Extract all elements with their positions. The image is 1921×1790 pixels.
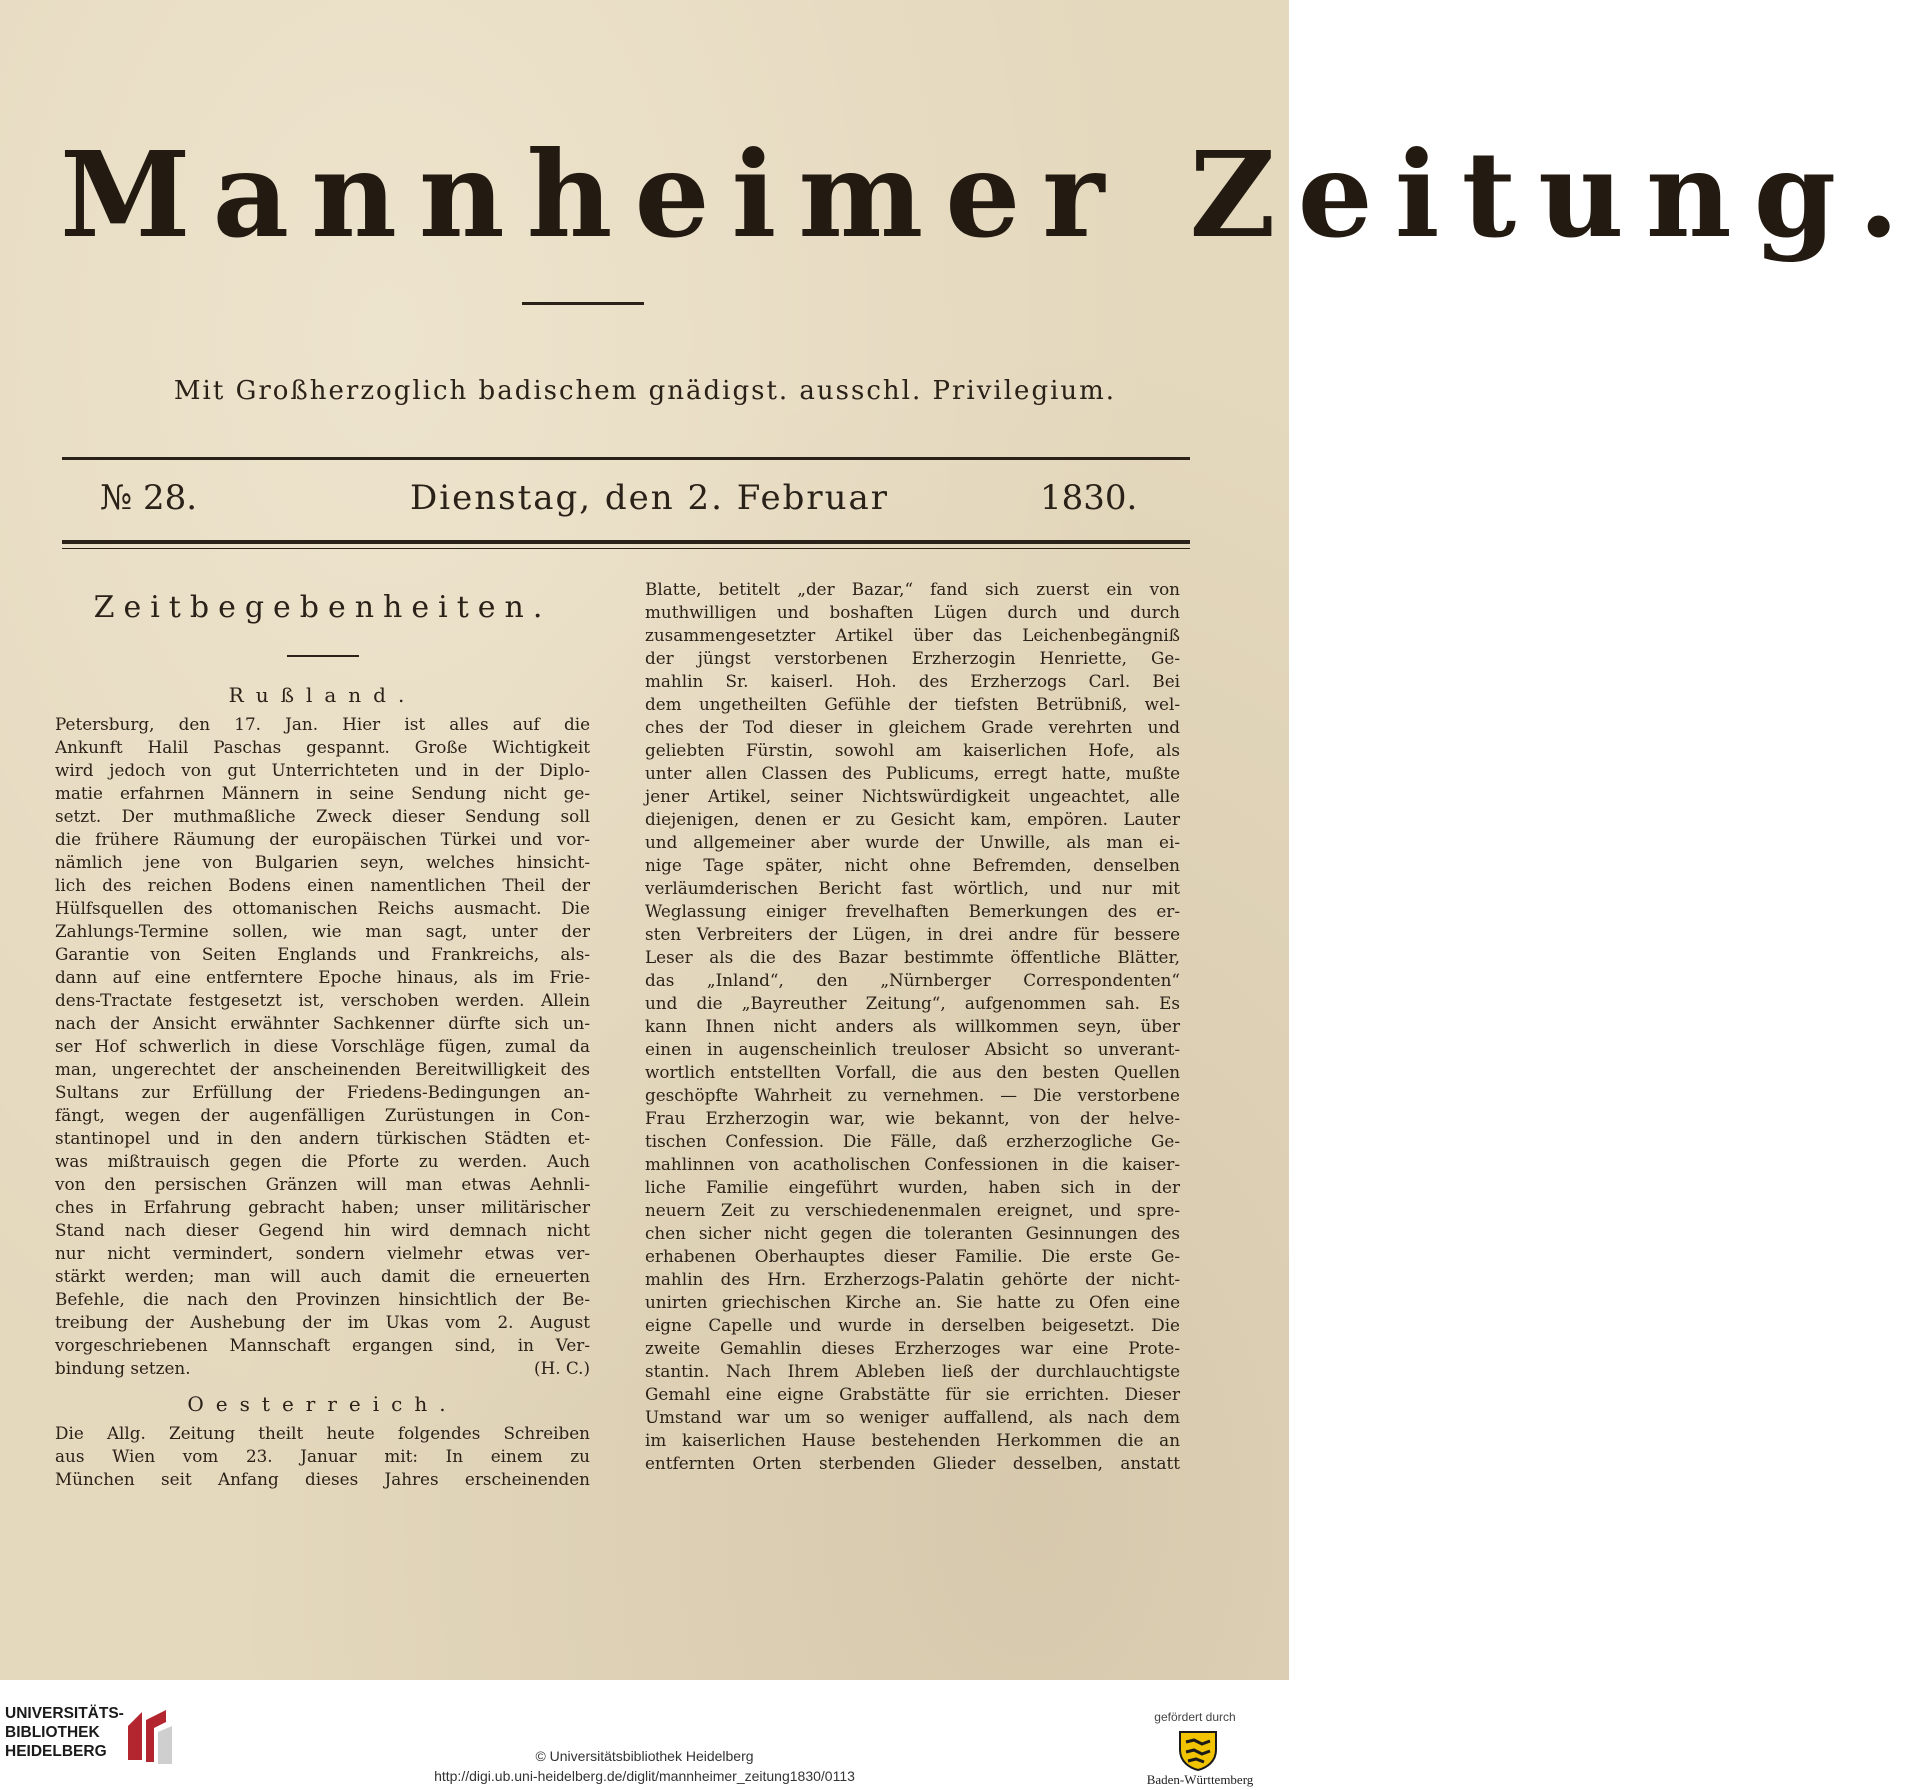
library-name-line3: HEIDELBERG <box>5 1743 107 1760</box>
text-line: Frau Erzherzogin war, wie bekannt, von der helve- <box>645 1108 1180 1128</box>
text-line: einen in augenscheinlich treuloser Absicht so unverant- <box>645 1039 1180 1059</box>
masthead-divider <box>522 302 644 305</box>
text-line: muthwilligen und boshaften Lügen durch und durch <box>645 602 1180 622</box>
article-russland <box>55 713 590 1357</box>
text-line: Umstand war um so weniger auffallend, als nach dem <box>645 1407 1180 1427</box>
text-line: diejenigen, denen er zu Gesicht kam, empören. Lauter <box>645 809 1180 829</box>
text-line: Blatte, betitelt „der Bazar,“ fand sich zuerst ein von <box>645 579 1180 599</box>
text-line: Hülfsquellen des ottomanischen Reichs ausmacht. Die <box>55 898 590 918</box>
text-line: aus Wien vom 23. Januar mit: In einem zu <box>55 1446 590 1466</box>
text-line: Stand nach dieser Gegend hin wird demnach nicht <box>55 1220 590 1240</box>
text-line: stärkt werden; man will auch damit die erneuerten <box>55 1266 590 1286</box>
issue-number: № 28. <box>100 478 198 518</box>
text-line: Weglassung einiger frevelhaften Bemerkungen des er- <box>645 901 1180 921</box>
text-line: tischen Confession. Die Fälle, daß erzherzogliche Ge- <box>645 1131 1180 1151</box>
text-line: dem ungetheilten Gefühle der tiefsten Betrübniß, wel- <box>645 694 1180 714</box>
article-signature: (H. C.) <box>534 1358 590 1378</box>
text-line: treibung der Aushebung der im Ukas vom 2. August <box>55 1312 590 1332</box>
text-line: nämlich jene von Bulgarien seyn, welches hinsicht- <box>55 852 590 872</box>
text-line: München seit Anfang dieses Jahres erscheinenden <box>55 1469 590 1489</box>
text-line: Petersburg, den 17. Jan. Hier ist alles auf die <box>55 714 590 734</box>
sponsor-label: gefördert durch <box>1154 1710 1236 1724</box>
text-line: zweite Gemahlin dieses Erzherzoges war eine Prote- <box>645 1338 1180 1358</box>
text-line: geschöpfte Wahrheit zu vernehmen. — Die verstorbene <box>645 1085 1180 1105</box>
library-name-line1: UNIVERSITÄTS- <box>5 1705 124 1722</box>
text-line: eigne Capelle und wurde in derselben beigesetzt. Die <box>645 1315 1180 1335</box>
text-line: der jüngst verstorbenen Erzherzogin Henriette, Ge- <box>645 648 1180 668</box>
text-line: chen sicher nicht gegen die toleranten Gesinnungen des <box>645 1223 1180 1243</box>
dateline-bottom-hairline <box>62 548 1190 549</box>
text-line: und die „Bayreuther Zeitung“, aufgenommen sah. Es <box>645 993 1180 1013</box>
heading-divider <box>287 655 359 657</box>
text-line: Sultans zur Erfüllung der Friedens-Bedingungen an- <box>55 1082 590 1102</box>
text-line: zusammengesetzter Artikel über das Leichenbegängniß <box>645 625 1180 645</box>
text-line: von den persischen Gränzen will man etwas Aehnli- <box>55 1174 590 1194</box>
text-line: ches in Erfahrung gebracht haben; unser militärischer <box>55 1197 590 1217</box>
text-line: Die Allg. Zeitung theilt heute folgendes Schreiben <box>55 1423 590 1443</box>
text-line: stantinopel und in den andern türkischen Städten et- <box>55 1128 590 1148</box>
text-line: das „Inland“, den „Nürnberger Correspondenten“ <box>645 970 1180 990</box>
text-line: Zahlungs-Termine sollen, wie man sagt, unter der <box>55 921 590 941</box>
text-line: wird jedoch von gut Unterrichteten und in der Diplo- <box>55 760 590 780</box>
text-line: fängt, wegen der augenfälligen Zurüstungen in Con- <box>55 1105 590 1125</box>
text-line: wortlich entstellten Vorfall, die aus den besten Quellen <box>645 1062 1180 1082</box>
text-line: die frühere Räumung der europäischen Türkei und vor- <box>55 829 590 849</box>
masthead-title: Mannheimer Zeitung. <box>60 125 1921 264</box>
copyright-notice: © Universitätsbibliothek Heidelberg <box>535 1748 754 1764</box>
text-line: ser Hof schwerlich in diese Vorschläge fügen, zumal da <box>55 1036 590 1056</box>
text-line: geliebten Fürstin, sowohl am kaiserlichen Hofe, als <box>645 740 1180 760</box>
article-signature-line <box>55 1357 590 1380</box>
text-line: mahlinnen von acatholischen Confessionen in die kaiser- <box>645 1154 1180 1174</box>
article-closing-text: bindung setzen. <box>55 1358 191 1378</box>
dateline-top-rule <box>62 457 1190 460</box>
text-line: jener Artikel, seiner Nichtswürdigkeit ungeachtet, alle <box>645 786 1180 806</box>
left-column <box>55 580 590 1491</box>
text-line: unirten griechischen Kirche an. Sie hatte zu Ofen eine <box>645 1292 1180 1312</box>
text-line: nige Tage später, nicht ohne Befremden, denselben <box>645 855 1180 875</box>
text-line: Gemahl eine eigne Grabstätte für sie errichten. Dieser <box>645 1384 1180 1404</box>
text-line: Befehle, die nach den Provinzen hinsichtlich der Be- <box>55 1289 590 1309</box>
library-name-line2: BIBLIOTHEK <box>5 1724 100 1741</box>
text-line: unter allen Classen des Publicums, erregt hatte, mußte <box>645 763 1180 783</box>
text-line: lich des reichen Bodens einen namentlichen Theil der <box>55 875 590 895</box>
text-line: mahlin des Hrn. Erzherzogs-Palatin gehörte der nicht- <box>645 1269 1180 1289</box>
text-line: was mißtrauisch gegen die Pforte zu werden. Auch <box>55 1151 590 1171</box>
dateline <box>90 478 1180 528</box>
text-line: sten Verbreiters der Lügen, in drei andre für bessere <box>645 924 1180 944</box>
text-line: Ankunft Halil Paschas gespannt. Große Wichtigkeit <box>55 737 590 757</box>
text-line: matie erfahrnen Männern in seine Sendung nicht ge- <box>55 783 590 803</box>
text-line: mahlin Sr. kaiserl. Hoh. des Erzherzogs Carl. Bei <box>645 671 1180 691</box>
sponsor-name: Baden-Württemberg <box>1146 1772 1254 1787</box>
right-column <box>645 578 1180 1475</box>
text-line: Garantie von Seiten Englands und Frankreichs, als- <box>55 944 590 964</box>
text-line: dann auf eine entferntere Epoche hinaus, als im Frie- <box>55 967 590 987</box>
text-line: entfernten Orten sterbenden Glieder desselben, anstatt <box>645 1453 1180 1473</box>
issue-year: 1830. <box>1040 478 1138 518</box>
text-line: kann Ihnen nicht anders als willkommen seyn, über <box>645 1016 1180 1036</box>
issue-date: Dienstag, den 2. Februar <box>410 478 890 518</box>
article-continuation <box>645 578 1180 1475</box>
section-title-oesterreich: Oesterreich. <box>187 1392 458 1416</box>
text-line: erhabenen Oberhauptes dieser Familie. Die erste Ge- <box>645 1246 1180 1266</box>
section-heading: Zeitbegebenheiten. <box>93 590 552 625</box>
text-line: nur nicht vermindert, sondern vielmehr etwas ver- <box>55 1243 590 1263</box>
text-line: ches der Tod dieser in gleichem Grade verehrten und <box>645 717 1180 737</box>
section-title-russland: Rußland. <box>228 683 417 707</box>
dateline-bottom-rule <box>62 540 1190 544</box>
baden-wuerttemberg-crest-icon <box>1174 1728 1222 1772</box>
text-line: verläumderischen Bericht fast wörtlich, und nur mit <box>645 878 1180 898</box>
text-line: liche Familie eingeführt wurden, haben sich in der <box>645 1177 1180 1197</box>
privilege-line: Mit Großherzoglich badischem gnädigst. ausschl. Privilegium. <box>173 376 1117 406</box>
text-line: dens-Tractate festgesetzt ist, verschoben werden. Allein <box>55 990 590 1010</box>
text-line: nach der Ansicht erwähnter Sachkenner dürfte sich un- <box>55 1013 590 1033</box>
article-oesterreich <box>55 1422 590 1491</box>
text-line: und allgemeiner aber wurde der Unwille, als man ei- <box>645 832 1180 852</box>
text-line: stantin. Nach Ihrem Ableben ließ der durchlauchtigste <box>645 1361 1180 1381</box>
source-url[interactable]: http://digi.ub.uni-heidelberg.de/diglit/mannheimer_zeitung1830/0113 <box>434 1768 855 1784</box>
text-line: vorgeschriebenen Mannschaft ergangen sind, in Ver- <box>55 1335 590 1355</box>
text-line: setzt. Der muthmaßliche Zweck dieser Sendung soll <box>55 806 590 826</box>
text-line: Leser als die des Bazar bestimmte öffentliche Blätter, <box>645 947 1180 967</box>
text-line: neuern Zeit zu verschiedenenmalen ereignet, und spre- <box>645 1200 1180 1220</box>
text-line: im kaiserlichen Hause bestehenden Herkommen die an <box>645 1430 1180 1450</box>
text-line: man, ungerechtet der anscheinenden Bereitwilligkeit des <box>55 1059 590 1079</box>
